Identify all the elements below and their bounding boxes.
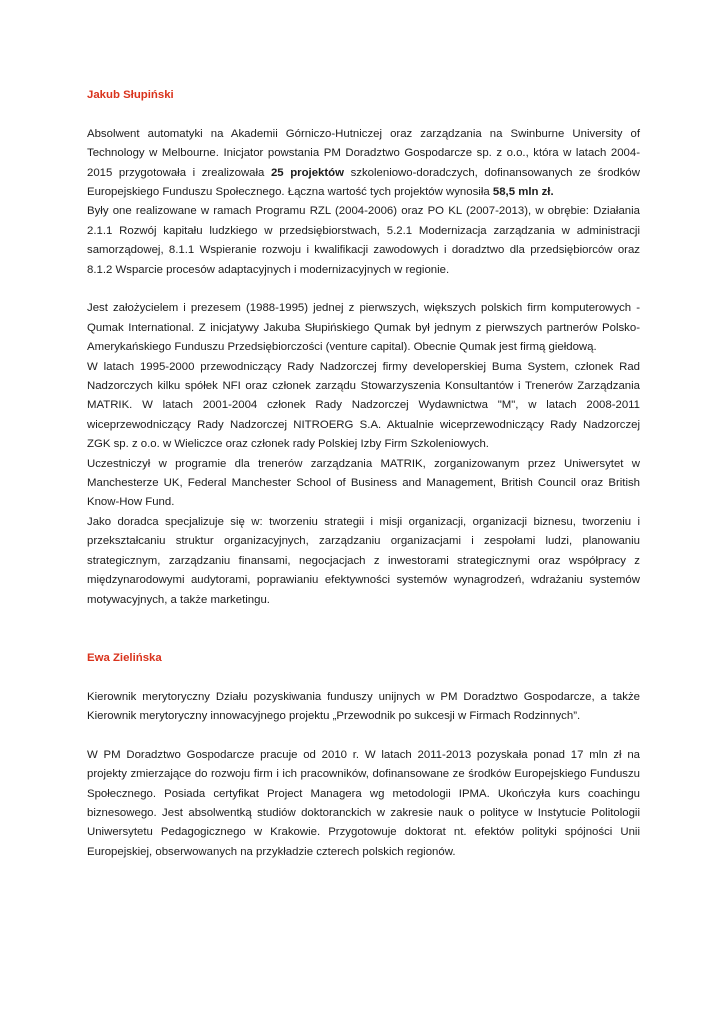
bold-highlight: 25 projektów bbox=[270, 166, 344, 179]
bio-paragraph-6: Kierownik merytoryczny Działu pozyskiwania funduszy unijnych w PM Doradztwo Gospodarcze, a także Kierownik merytoryczny innowacyjnego projektu „Przewodnik po sukcesji w Firmach Rodzinnych”. bbox=[87, 690, 640, 722]
person-name-ewa: Ewa Zielińska bbox=[87, 651, 162, 664]
bio-paragraph-3: W latach 1995-2000 przewodniczący Rady Nadzorczej firmy developerskiej Buma System, członek Rad Nadzorczych kilku spółek NFI oraz członek zarządu Stowarzyszenia Konsultantów i Trenerów Zarządzania MATRIK. W latach 2001-2004 członek Rady Nadzorczej Wydawnictwa "M", w latach 2008-2011 wiceprzewodniczący Rady Nadzorczej NITROERG S.A. Aktualnie wiceprzewodniczący Rady Nadzorczej ZGK sp. z o.o. w Wieliczce oraz członek rady Polskiej Izby Firm Szkoleniowych. bbox=[87, 360, 640, 451]
person-name-jakub: Jakub Słupiński bbox=[87, 89, 174, 101]
bio-text: Absolwent automatyki na Akademii Górniczo-Hutniczej oraz zarządzania na Swinburne University of Technology w Melbourne. Inicjator powstania PM Doradztwo Gospodarcze sp. z o.o., która w latach 2004-2015 przygotowała i zrealizowała bbox=[87, 127, 640, 179]
bio-paragraph-7: W PM Doradztwo Gospodarcze pracuje od 2010 r. W latach 2011-2013 pozyskała ponad 17 mln zł na projekty zmierzające do rozwoju firm i ich pracowników, dofinansowane ze środków Europejskiego Funduszu Społecznego. Posiada certyfikat Project Managera wg metodologii IPMA. Ukończyła kurs coachingu biznesowego. Jest absolwentką studiów doktoranckich w zakresie nauk o polityce w Instytucie Politologii Uniwersytetu Pedagogicznego w Krakowie. Przygotowuje doktorat nt. efektów polityki spójności Unii Europejskiej, obserwowanych na przykładzie czterech polskich regionów. bbox=[87, 748, 640, 858]
document-page bbox=[87, 86, 640, 862]
bio-paragraph-2: Jest założycielem i prezesem (1988-1995) jednej z pierwszych, większych polskich firm komputerowych - Qumak International. Z inicjatywy Jakuba Słupińskiego Qumak był jednym z pierwszych partnerów Polsko-Amerykańskiego Funduszu Przedsiębiorczości (venture capital). Obecnie Qumak jest firmą giełdową. bbox=[87, 302, 640, 354]
bio-text: Były one realizowane w ramach Programu RZL (2004-2006) oraz PO KL (2007-2013), w obrębie: Działania 2.1.1 Rozwój kapitału ludzkiego w przedsiębiorstwach, 5.2.1 Modernizacja zarządzania w administracji samorządowej, 8.1.1 Wspieranie rozwoju i kwalifikacji zawodowych i doradztwo dla przedsiębiorców oraz 8.1.2 Wsparcie procesów adaptacyjnych i modernizacyjnych w regionie. bbox=[87, 205, 640, 276]
bio-paragraph-4: Uczestniczył w programie dla trenerów zarządzania MATRIK, zorganizowanym przez Uniwersytet w Manchesterze UK, Federal Manchester School of Business and Management, British Council oraz British Know-How Fund. bbox=[87, 457, 640, 509]
bio-text: szkoleniowo-doradczych, dofinansowanych ze środków Europejskiego Funduszu Społecznego. Łączna wartość tych projektów wynosiła bbox=[87, 166, 640, 198]
bold-highlight: 58,5 mln zł. bbox=[492, 186, 554, 198]
bio-paragraph-1 bbox=[87, 125, 640, 280]
bio-paragraph-5: Jako doradca specjalizuje się w: tworzeniu strategii i misji organizacji, organizacji biznesu, tworzeniu i przekształcaniu struktur organizacyjnych, zarządzaniu organizacjami i zespołami ludzi, planowaniu strategicznym, zarządzaniu finansami, negocjacjach z inwestorami strategicznymi oraz współpracy z międzynarodowymi audytorami, poprawianiu efektywności systemów wynagrodzeń, wdrażaniu systemów motywacyjnych, a także marketingu. bbox=[87, 515, 640, 606]
